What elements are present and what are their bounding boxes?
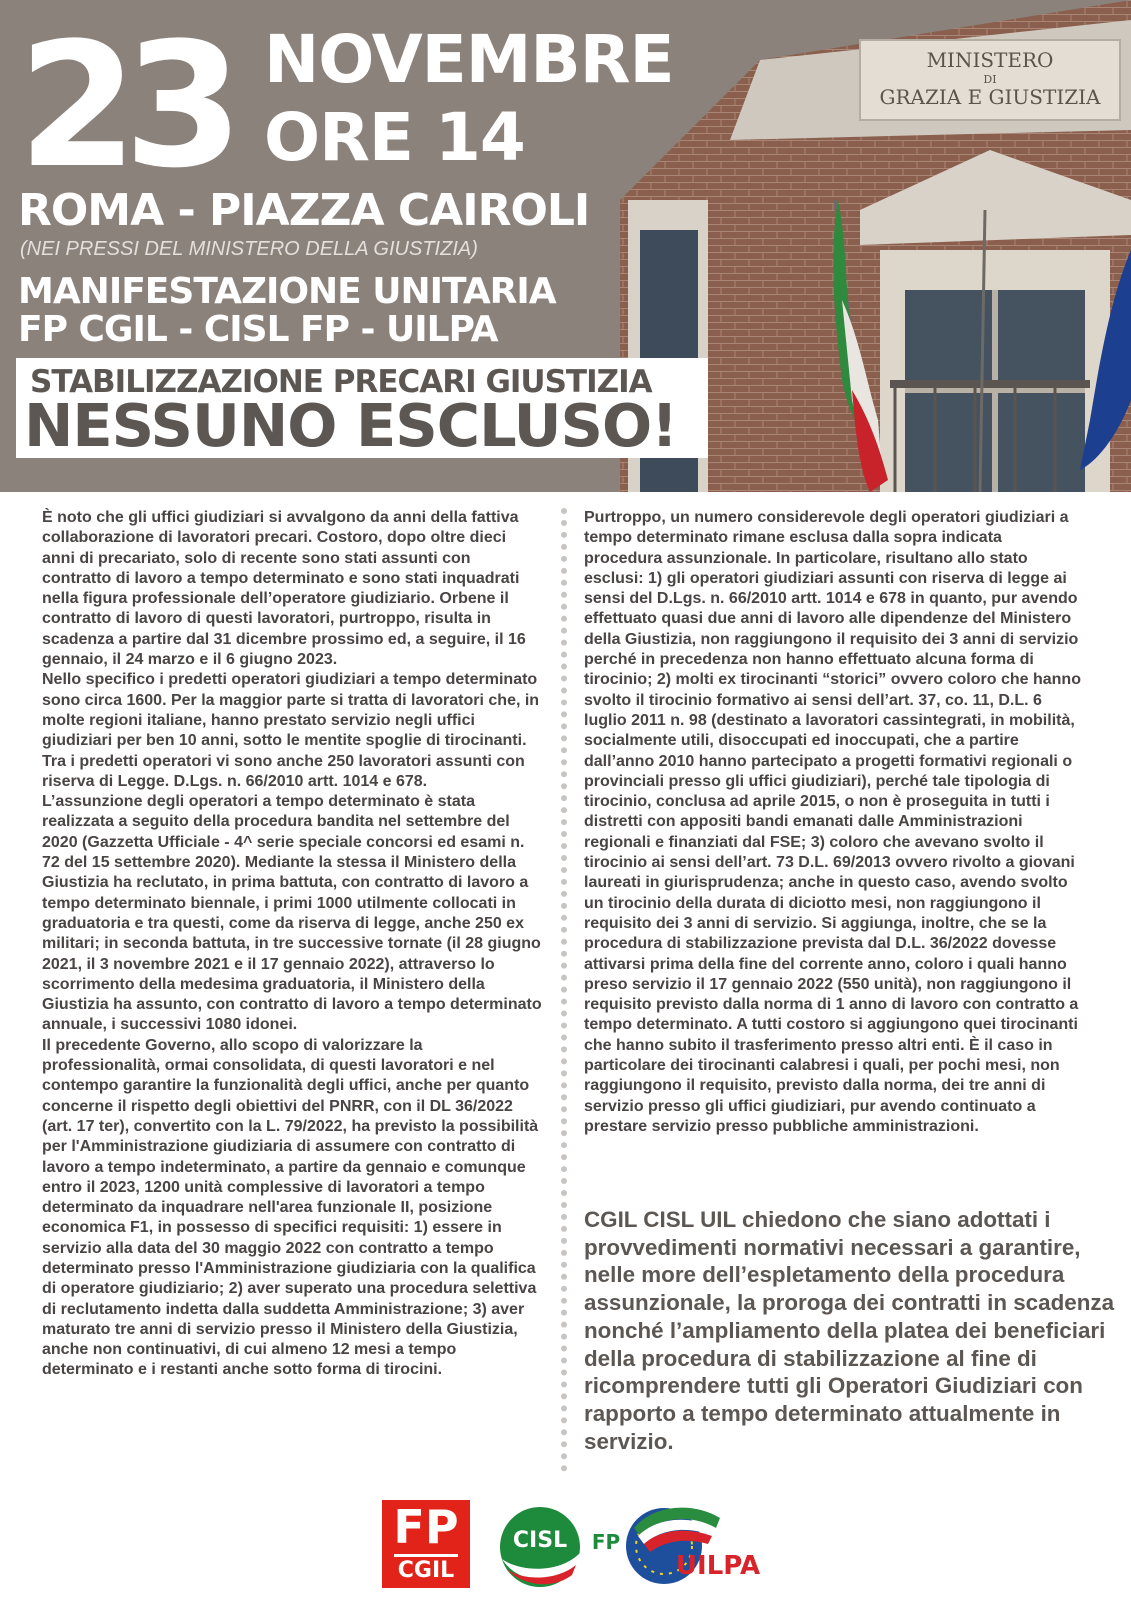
cisl-logo-text: CISL — [512, 1528, 568, 1553]
left-paragraph-3: L’assunzione degli operatori a tempo determinato è stata realizzata a seguito della procedura bandita nel settembre del 2020 (Gazzetta Ufficiale - 4^ serie speciale concorsi ed esami n. 72 del 15 settembre 2020). Mediante la stessa il Ministero della Giustizia ha reclutato, in prima battuta, con contratto di lavoro a tempo determinato biennale, i primi 1000 utilmente collocati in graduatoria e tra questi, come da riserva di legge, anche 250 ex militari; in seconda battuta, in tre successive tornate (il 28 giugno 2021, il 3 novembre 2021 e il 17 gennaio 2022), attraverso lo scorrimento della medesima graduatoria, il Ministero della Giustizia ha assunto, con contratto di lavoro a tempo determinato annuale, i successivi 1080 idonei. — [42, 793, 542, 1034]
union-demand: CGIL CISL UIL chiedono che siano adottati i provvedimenti normativi necessari a garantire, nelle more dell’espletamento della procedura assunzionale, la proroga dei contratti in scadenza nonché l’ampliamento della platea dei beneficiari della procedura di stabilizzazione al fine di ricomprendere tutti gli Operatori Giudiziari con rapporto a tempo determinato attualmente in servizio. — [584, 1207, 1115, 1454]
uilpa-logo — [624, 1498, 764, 1590]
right-paragraph-1: Purtroppo, un numero considerevole degli operatori giudiziari a tempo determinato rimane esclusa dalla sopra indicata procedura assunzionale. In particolare, risultano allo stato esclusi: 1) gli operatori giudiziari assunti con riserva di legge ai sensi del D.Lgs. n. 66/2010 artt. 1014 e 678 in quanto, pur avendo effettuato quasi due anni di lavoro alle dipendenze del Ministero della Giustizia, non raggiungono il requisito dei 3 anni di servizio perché in precedenza non hanno effettuato alcuna forma di tirocinio; 2) molti ex tirocinanti “storici” ovvero coloro che hanno svolto il tirocinio formativo ai sensi dell’art. 37, co. 11, D.L. 6 luglio 2011 n. 98 (destinato a lavoratori cassintegrati, in mobilità, socialmente utili, disoccupati ed inoccupati, che a partire dall’anno 2010 hanno partecipato a progetti formativi regionali o provinciali presso gli uffici giudiziari), perché tale tipologia di tirocinio, conclusa ad aprile 2015, o non è proseguita in tutti i distretti con appositi bandi emanati dalle Amministrazioni regionali e finanziati dal FSE; 3) coloro che avevano svolto il tirocinio ai sensi dell’art. 73 D.L. 69/2013 ovvero rivolto a giovani laureati in giurisprudenza; anche in questo caso, avendo svolto un tirocinio della durata di diciotto mesi, non raggiungono il requisito dei 3 anni di servizio. Si aggiunga, inoltre, che se la procedura di stabilizzazione prevista dal D.L. 36/2022 dovesse attivarsi prima della fine del corrente anno, coloro i quali hanno preso servizio il 17 gennaio 2022 (550 unità), non raggiungono il requisito previsto dalla norma di 1 anno di lavoro con contratto a tempo determinato. A tutti costoro si aggiungono quei tirocinanti che hanno subito il trasferimento presso altri enti. È il caso in particolare dei tirocinanti calabresi i quali, per pochi mesi, non raggiungono il requisito, previsto dalla norma, dei tre anni di servizio presso gli uffici giudiziari, pur avendo continuato a prestare servizio presso pubbliche amministrazioni. — [584, 509, 1081, 1135]
column-divider — [561, 508, 567, 1472]
left-column — [42, 508, 542, 1381]
building-sign-line1: MINISTERO — [926, 48, 1054, 72]
date-block — [18, 5, 778, 206]
fp-cgil-logo — [382, 1500, 470, 1588]
event-month: NOVEMBRE — [264, 21, 674, 98]
event-place-note: (NEI PRESSI DEL MINISTERO DELLA GIUSTIZIA) — [20, 238, 478, 260]
event-organizers: FP CGIL - CISL FP - UILPA — [18, 309, 498, 350]
header-banner — [0, 0, 1131, 492]
uilpa-logo-text: UILPA — [675, 1551, 761, 1581]
slogan-box — [16, 358, 708, 458]
event-title: MANIFESTAZIONE UNITARIA — [18, 271, 556, 312]
fp-cgil-logo-bottom: CGIL — [397, 1558, 455, 1583]
right-column — [584, 508, 1084, 1137]
slogan-line2: NESSUNO ESCLUSO! — [24, 391, 678, 460]
cisl-logo-fp: FP — [591, 1530, 621, 1554]
event-hour: ORE 14 — [264, 99, 525, 176]
building-sign-line2: DI — [983, 73, 997, 86]
event-day: 23 — [18, 5, 230, 206]
event-place: ROMA - PIAZZA CAIROLI — [18, 185, 590, 236]
building-sign-line3: GRAZIA E GIUSTIZIA — [879, 85, 1101, 109]
left-paragraph-4: Il precedente Governo, allo scopo di valorizzare la professionalità, ormai consolidata, di questi lavoratori e nel contempo garantire la funzionalità degli uffici, anche per quanto concerne il rispetto degli obiettivi del PNRR, con il DL 36/2022 (art. 17 ter), convertito con la L. 79/2022, ha previsto la possibilità per l'Amministrazione giudiziaria di assumere con contratto di lavoro a tempo indeterminato, a partire da gennaio e comunque entro il 2023, 1200 unità complessive di lavoratori a tempo determinato da inquadrare nell'area funzionale II, posizione economica F1, in possesso di specifici requisiti: 1) essere in servizio alla data del 30 maggio 2022 con contratto a tempo determinato presso l'Amministrazione giudiziaria con la qualifica di operatore giudiziario; 2) aver superato una procedura selettiva di reclutamento indetta dalla suddetta Amministrazione; 3) aver maturato tre anni di servizio presso il Ministero della Giustizia, anche non continuativi, di cui almeno 12 mesi a tempo determinato e i restanti anche sotto forma di tirocini. — [42, 1036, 539, 1379]
left-paragraph-2: Nello specifico i predetti operatori giudiziari a tempo determinato sono circa 1600. Per la maggior parte si tratta di lavoratori che, in molte regioni italiane, hanno prestato servizio negli uffici giudiziari per ben 10 anni, sotto le mentite spoglie di tirocinanti. Tra i predetti operatori vi sono anche 250 lavoratori assunti con riserva di Legge. D.Lgs. n. 66/2010 artt. 1014 e 678. — [42, 671, 540, 790]
cisl-fp-logo — [498, 1505, 628, 1589]
slogan-line1: STABILIZZAZIONE PRECARI GIUSTIZIA — [30, 364, 652, 400]
fp-cgil-logo-top: FP — [393, 1500, 459, 1554]
left-paragraph-1: È noto che gli uffici giudiziari si avvalgono da anni della fattiva collaborazione di lavoratori precari. Costoro, dopo oltre dieci anni di precariato, solo di recente sono stati assunti con contratto di lavoro a tempo determinato e sono stati inquadrati nella figura professionale dell’operatore giudiziario. Orbene il contratto di lavoro di questi lavoratori, purtroppo, risulta in scadenza a partire dal 31 dicembre prossimo ed, a seguire, il 16 gennaio, il 24 marzo e il 6 giugno 2023. — [42, 509, 526, 669]
